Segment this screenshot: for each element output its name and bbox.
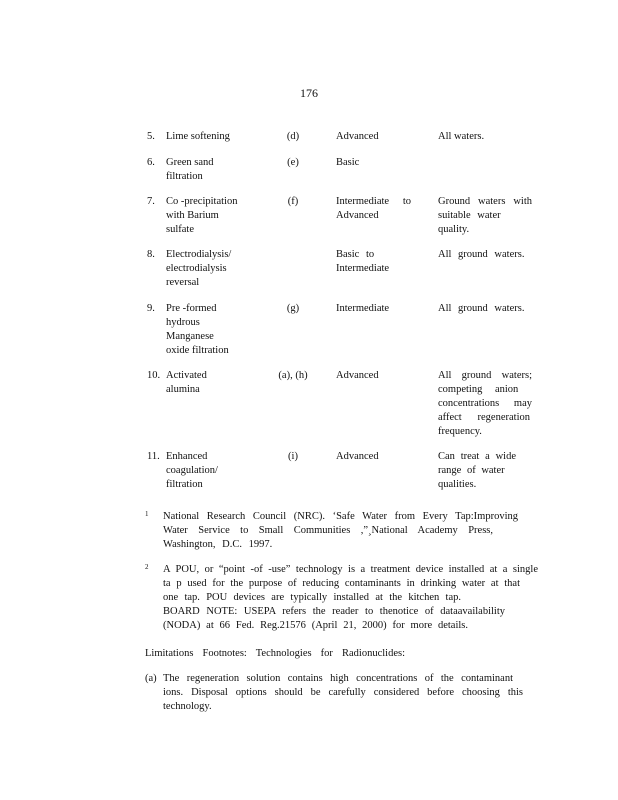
footnote-line: Water Service to Small Communities ,”¸National Academy Press, (163, 525, 493, 536)
water-quality-line: suitable water (438, 210, 501, 221)
note-line: The regeneration solution contains high concentrations of the contaminant (163, 673, 513, 684)
skill-level-line: Intermediate (336, 263, 390, 274)
technology-line: Lime softening (166, 131, 230, 142)
raw-water-quality-cell (438, 195, 532, 237)
technology-line: filtration (166, 479, 203, 490)
water-quality-line: Can treat a wide (438, 451, 516, 462)
skill-level-cell (336, 450, 411, 464)
skill-level-line: Advanced (336, 370, 379, 381)
note-marker: (a) (145, 673, 157, 684)
technology-line: coagulation/ (166, 465, 218, 476)
row-number: 5. (147, 131, 155, 142)
limitations-heading: Limitations Footnotes: Technologies for Radionuclides: (145, 648, 405, 659)
technology-line: electrodialysis (166, 263, 227, 274)
technology-cell (166, 130, 261, 144)
skill-level-line: Intermediate (336, 303, 390, 314)
skill-level-line: Intermediate to (336, 196, 411, 207)
skill-level-cell (336, 195, 411, 223)
note-line: technology. (163, 701, 212, 712)
footnote-text (163, 510, 518, 552)
technology-cell (166, 195, 261, 237)
footnote-line: A POU, or “point -of -use” technology is a treatment device installed at a single (163, 564, 538, 575)
limitation-cell: (a), (h) (278, 370, 308, 381)
footnote-line: National Research Council (NRC). ‘Safe Water from Every Tap:Improving (163, 511, 518, 522)
technology-line: Enhanced (166, 451, 208, 462)
technology-cell (166, 248, 261, 290)
footnote-marker: 2 (145, 563, 149, 571)
footnote-marker: 1 (145, 510, 149, 518)
technology-cell (166, 369, 261, 397)
technology-line: Co -precipitation (166, 196, 238, 207)
technology-cell (166, 302, 261, 358)
water-quality-line: All waters. (438, 131, 485, 142)
technology-line: filtration (166, 171, 203, 182)
skill-level-line: Advanced (336, 451, 379, 462)
water-quality-line: frequency. (438, 426, 482, 437)
footnote-text (163, 563, 538, 633)
footnote-line: (NODA) at 66 Fed. Reg.21576 (April 21, 2000) for more details. (163, 620, 468, 631)
water-quality-line: Ground waters with (438, 196, 532, 207)
footnote-line: one tap. POU devices are typically installed at the kitchen tap. (163, 592, 461, 603)
limitation-cell: (i) (288, 451, 298, 462)
technology-line: Manganese (166, 331, 214, 342)
water-quality-line: All ground waters. (438, 303, 525, 314)
footnote-line: ta p used for the purpose of reducing contaminants in drinking water at that (163, 578, 520, 589)
row-number: 8. (147, 249, 155, 260)
row-number: 7. (147, 196, 155, 207)
technology-line: hydrous (166, 317, 200, 328)
skill-level-cell (336, 248, 411, 276)
technology-line: Green sand (166, 157, 214, 168)
water-quality-line: All ground waters. (438, 249, 525, 260)
skill-level-line: Basic (336, 157, 360, 168)
limitation-cell: (g) (286, 303, 300, 314)
technology-line: Pre -formed (166, 303, 217, 314)
skill-level-line: Advanced (336, 210, 379, 221)
skill-level-line: Advanced (336, 131, 379, 142)
raw-water-quality-cell (438, 450, 516, 492)
page-number: 176 (300, 86, 318, 100)
row-number: 11. (147, 451, 160, 462)
water-quality-line: quality. (438, 224, 470, 235)
row-number: 10. (147, 370, 161, 381)
raw-water-quality-cell (438, 130, 532, 144)
footnote-line: Washington, D.C. 1997. (163, 539, 273, 550)
technology-cell (166, 156, 261, 184)
technology-line: alumina (166, 384, 200, 395)
skill-level-cell (336, 130, 411, 144)
note-text (163, 672, 523, 714)
row-number: 6. (147, 157, 155, 168)
raw-water-quality-cell (438, 369, 532, 439)
water-quality-line: affect regeneration (438, 412, 530, 423)
technology-line: Electrodialysis/ (166, 249, 232, 260)
raw-water-quality-cell (438, 302, 532, 316)
technology-line: oxide filtration (166, 345, 229, 356)
skill-level-cell (336, 156, 411, 170)
limitation-cell: (d) (286, 131, 300, 142)
technology-line: reversal (166, 277, 200, 288)
technology-line: sulfate (166, 224, 194, 235)
note-line: ions. Disposal options should be carefully considered before choosing this (163, 687, 523, 698)
row-number: 9. (147, 303, 155, 314)
raw-water-quality-cell (438, 248, 532, 262)
skill-level-cell (336, 369, 411, 383)
limitation-cell: (f) (287, 196, 299, 207)
water-quality-line: competing anion (438, 384, 519, 395)
limitation-cell: (e) (287, 157, 299, 168)
water-quality-line: concentrations may (438, 398, 532, 409)
technology-line: Activated (166, 370, 207, 381)
skill-level-line: Basic to (336, 249, 375, 260)
footnote-line: BOARD NOTE: USEPA refers the reader to thenotice of dataavailability (163, 606, 505, 617)
technology-line: with Barium (166, 210, 219, 221)
water-quality-line: qualities. (438, 479, 477, 490)
technology-cell (166, 450, 261, 492)
water-quality-line: range of water (438, 465, 505, 476)
water-quality-line: All ground waters; (438, 370, 532, 381)
skill-level-cell (336, 302, 411, 316)
